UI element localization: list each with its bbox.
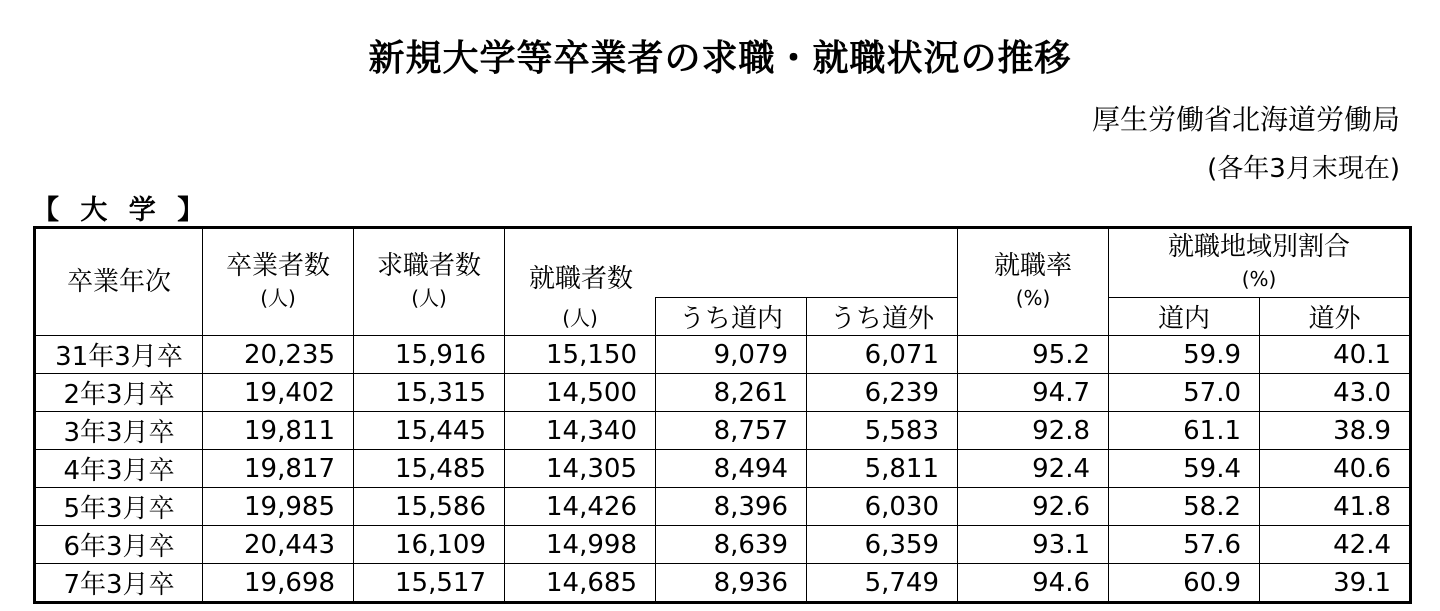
cell-rate: 92.8 [958,412,1109,450]
as-of-label: (各年3月末現在) [1207,154,1400,184]
cell-region-in: 58.2 [1109,488,1260,526]
cell-rate: 95.2 [958,336,1109,374]
cell-rate: 92.6 [958,488,1109,526]
cell-seekers: 15,517 [354,564,505,603]
cell-employed-out: 5,811 [807,450,958,488]
cell-graduates: 20,443 [203,526,354,564]
cell-employed-in: 8,494 [656,450,807,488]
cell-region-in: 60.9 [1109,564,1260,603]
header-graduates-unit: (人) [260,286,296,310]
cell-region-in: 59.4 [1109,450,1260,488]
cell-graduates: 19,817 [203,450,354,488]
table-row [35,526,1411,564]
cell-seekers: 16,109 [354,526,505,564]
header-employed-out: うち道外 [807,298,958,336]
cell-seekers: 15,445 [354,412,505,450]
cell-region-out: 43.0 [1260,374,1411,412]
cell-employed-in: 8,639 [656,526,807,564]
cell-seekers: 15,315 [354,374,505,412]
cell-employed: 14,340 [505,412,656,450]
cell-graduates: 19,402 [203,374,354,412]
cell-rate: 94.7 [958,374,1109,412]
cell-region-in: 59.9 [1109,336,1260,374]
cell-graduates: 19,698 [203,564,354,603]
cell-region-out: 42.4 [1260,526,1411,564]
cell-region-out: 38.9 [1260,412,1411,450]
cell-region-out: 41.8 [1260,488,1411,526]
cell-graduates: 19,985 [203,488,354,526]
header-rate: 就職率 (%) [958,228,1109,336]
table-row [35,374,1411,412]
header-employed-unit: (人) [505,298,656,336]
cell-rate: 94.6 [958,564,1109,603]
cell-region-out: 40.1 [1260,336,1411,374]
cell-seekers: 15,586 [354,488,505,526]
cell-year: 31年3月卒 [35,336,203,374]
cell-employed: 15,150 [505,336,656,374]
cell-year: 2年3月卒 [35,374,203,412]
cell-region-out: 40.6 [1260,450,1411,488]
employment-table [33,226,1412,604]
table-row [35,336,1411,374]
header-seekers: 求職者数 (人) [354,228,505,336]
table-row [35,412,1411,450]
cell-employed-out: 6,359 [807,526,958,564]
cell-seekers: 15,916 [354,336,505,374]
header-region-ratio-unit: (%) [1241,267,1277,291]
header-employed: 就職者数 [505,228,958,298]
page-title: 新規大学等卒業者の求職・就職状況の推移 [368,38,1072,79]
cell-year: 5年3月卒 [35,488,203,526]
cell-region-out: 39.1 [1260,564,1411,603]
cell-employed-out: 6,239 [807,374,958,412]
header-employed-in: うち道内 [656,298,807,336]
header-region-in: 道内 [1109,298,1260,336]
table-row [35,450,1411,488]
organization-label: 厚生労働省北海道労働局 [1091,103,1400,136]
table-row [35,488,1411,526]
header-year: 卒業年次 [35,228,203,336]
cell-region-in: 61.1 [1109,412,1260,450]
cell-employed-in: 8,757 [656,412,807,450]
header-graduates: 卒業者数 (人) [203,228,354,336]
cell-employed-in: 8,396 [656,488,807,526]
cell-employed-in: 8,936 [656,564,807,603]
cell-region-in: 57.6 [1109,526,1260,564]
cell-region-in: 57.0 [1109,374,1260,412]
cell-employed-out: 6,071 [807,336,958,374]
cell-rate: 92.4 [958,450,1109,488]
header-region-out: 道外 [1260,298,1411,336]
cell-employed-out: 5,749 [807,564,958,603]
cell-seekers: 15,485 [354,450,505,488]
cell-employed: 14,998 [505,526,656,564]
table-row [35,564,1411,603]
cell-employed-in: 9,079 [656,336,807,374]
cell-employed: 14,685 [505,564,656,603]
cell-employed: 14,500 [505,374,656,412]
header-region-ratio: 就職地域別割合 (%) [1109,228,1411,298]
cell-graduates: 19,811 [203,412,354,450]
cell-employed: 14,426 [505,488,656,526]
cell-year: 6年3月卒 [35,526,203,564]
cell-employed: 14,305 [505,450,656,488]
cell-graduates: 20,235 [203,336,354,374]
header-seekers-unit: (人) [411,286,447,310]
cell-employed-out: 6,030 [807,488,958,526]
header-rate-unit: (%) [1015,286,1051,310]
cell-employed-in: 8,261 [656,374,807,412]
cell-year: 3年3月卒 [35,412,203,450]
cell-year: 4年3月卒 [35,450,203,488]
section-label: 【 大 学 】 [32,195,211,226]
cell-rate: 93.1 [958,526,1109,564]
cell-year: 7年3月卒 [35,564,203,603]
cell-employed-out: 5,583 [807,412,958,450]
